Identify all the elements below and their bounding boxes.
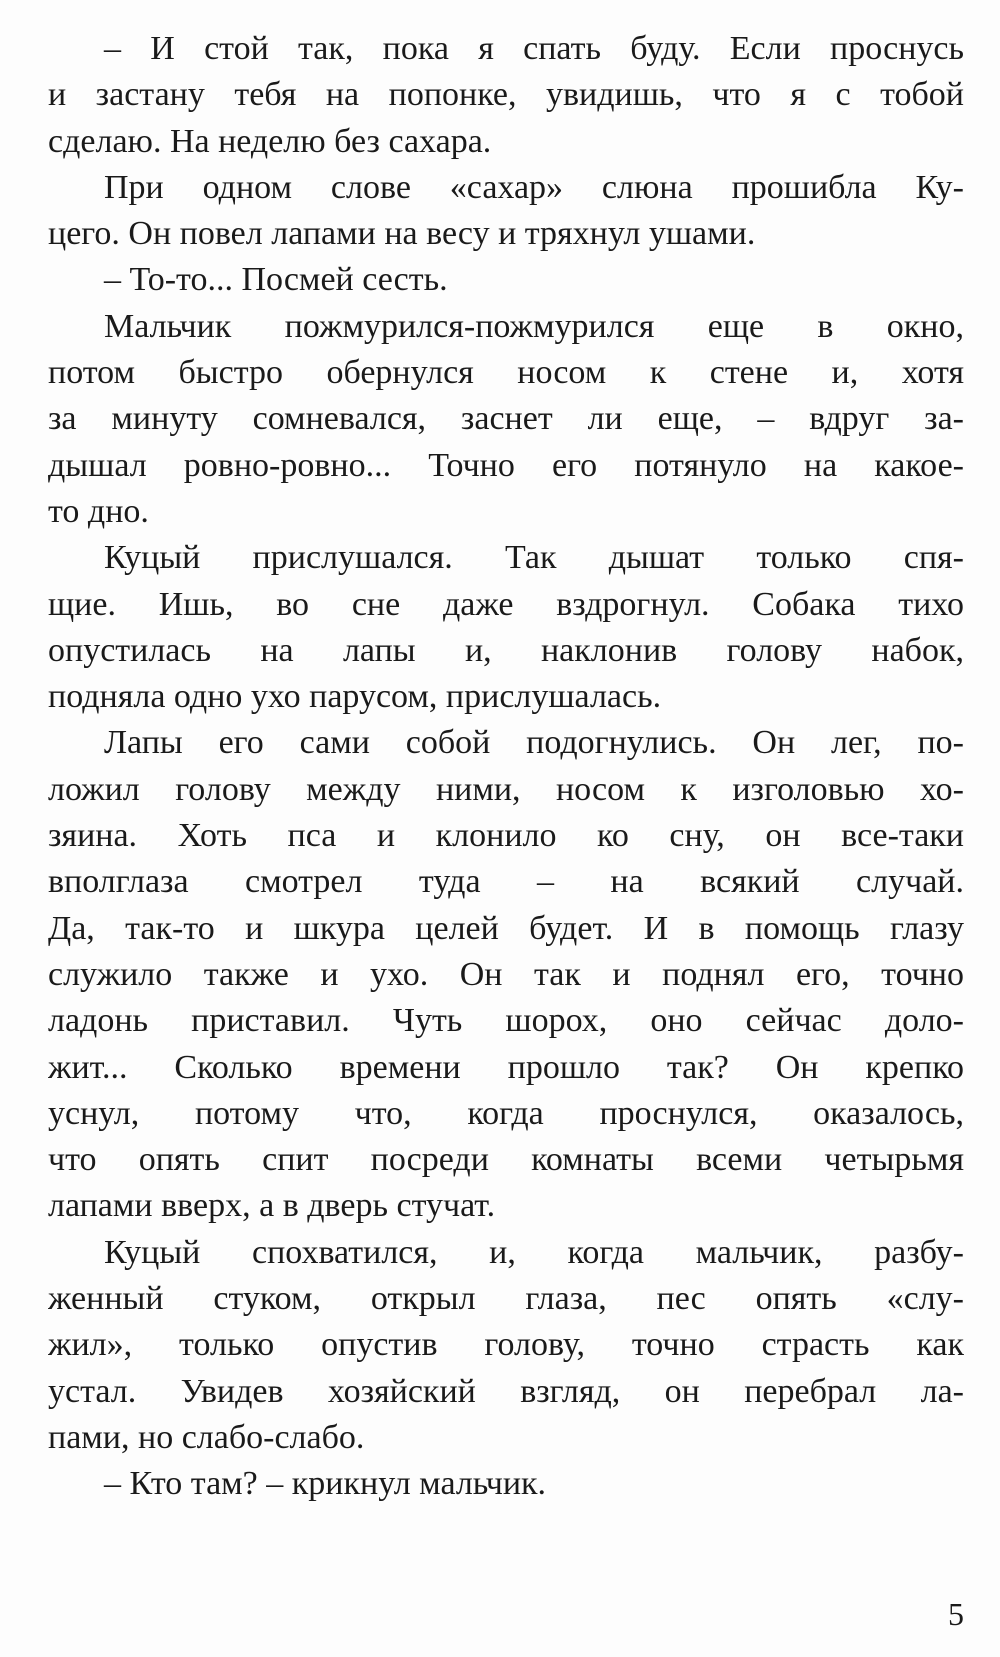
page-text (48, 26, 964, 1508)
text-line: лапами вверх, а в дверь стучат. (48, 1187, 496, 1225)
text-line: и застану тебя на попонке, увидишь, что я с тобой (48, 76, 964, 114)
text-line: пами, но слабо-слабо. (48, 1418, 365, 1456)
text-line: сделаю. На неделю без сахара. (48, 122, 492, 160)
text-line: то дно. (48, 492, 149, 530)
text-line: дышал ровно-ровно... Точно его потянуло на какое- (48, 446, 964, 484)
text-line: – То-то... Посмей сесть. (104, 261, 448, 299)
text-line: жит... Сколько времени прошло так? Он крепко (48, 1048, 964, 1086)
text-line: женный стуком, открыл глаза, пес опять «слу- (48, 1280, 964, 1318)
page-number: 5 (948, 1596, 964, 1632)
paragraph (48, 165, 964, 258)
paragraph (48, 535, 964, 720)
text-line: При одном слове «сахар» слюна прошибла Ку- (104, 168, 964, 206)
text-line: зяина. Хоть пса и клонило ко сну, он все-таки (48, 817, 964, 855)
text-line: Куцый прислушался. Так дышат только спя- (104, 539, 964, 577)
paragraph (48, 720, 964, 1229)
text-line: опустилась на лапы и, наклонив голову набок, (48, 631, 964, 669)
text-line: Да, так-то и шкура целей будет. И в помощь глазу (48, 909, 964, 947)
text-line: ладонь приставил. Чуть шорох, оно сейчас доло- (48, 1002, 964, 1040)
text-line: вполглаза смотрел туда – на всякий случай. (48, 863, 964, 901)
text-line: – Кто там? – крикнул мальчик. (104, 1465, 547, 1503)
paragraph (48, 26, 964, 165)
text-line: – И стой так, пока я спать буду. Если проснусь (104, 30, 964, 67)
text-line: уснул, потому что, когда проснулся, оказалось, (48, 1094, 964, 1132)
text-line: устал. Увидев хозяйский взгляд, он перебрал ла- (48, 1372, 964, 1410)
paragraph (48, 1230, 964, 1461)
text-line: ложил голову между ними, носом к изголовью хо- (48, 770, 964, 808)
text-line: Лапы его сами собой подогнулись. Он лег, по- (104, 724, 964, 762)
paragraph (48, 304, 964, 535)
text-line: Мальчик пожмурился-пожмурился еще в окно, (104, 307, 964, 345)
text-line: что опять спит посреди комнаты всеми четырьмя (48, 1141, 964, 1179)
paragraph (48, 1461, 964, 1507)
text-line: потом быстро обернулся носом к стене и, хотя (48, 354, 964, 392)
text-line: Куцый спохватился, и, когда мальчик, разбу- (104, 1233, 964, 1271)
text-line: цего. Он повел лапами на весу и тряхнул ушами. (48, 215, 756, 253)
paragraph (48, 257, 964, 303)
text-line: служило также и ухо. Он так и поднял его, точно (48, 955, 964, 993)
text-line: щие. Ишь, во сне даже вздрогнул. Собака тихо (48, 585, 964, 623)
text-line: подняла одно ухо парусом, прислушалась. (48, 678, 662, 716)
text-line: за минуту сомневался, заснет ли еще, – вдруг за- (48, 400, 964, 438)
text-line: жил», только опустив голову, точно страсть как (48, 1326, 964, 1364)
